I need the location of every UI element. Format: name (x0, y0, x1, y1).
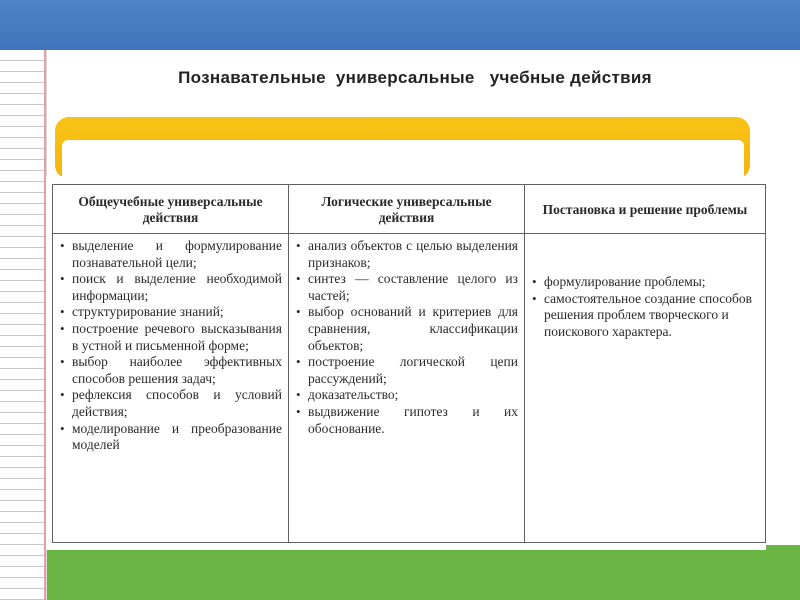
list-item: • формулирование проблемы; (531, 274, 759, 291)
list-item: • структурирование знаний; (59, 304, 282, 321)
actions-table (52, 184, 766, 543)
list-item: • самостоятельное создание способов решения проблем творческого и поискового характера. (531, 291, 759, 341)
list-item: • анализ объектов с целью выделения признаков; (295, 238, 518, 271)
table-body-row (53, 234, 766, 543)
top-banner (0, 0, 800, 50)
column-logical (289, 234, 525, 543)
table-header-row (53, 185, 766, 234)
list-item: • построение логической цепи рассуждений; (295, 354, 518, 387)
column-problem (525, 234, 766, 543)
list-item: • поиск и выделение необходимой информации; (59, 271, 282, 304)
list-item: • выбор наиболее эффективных способов решения задач; (59, 354, 282, 387)
column-general (53, 234, 289, 543)
list-item: • выдвижение гипотез и их обоснование. (295, 404, 518, 437)
list-item: • построение речевого высказывания в устной и письменной форме; (59, 321, 282, 354)
list-item: • выделение и формулирование познавательной цели; (59, 238, 282, 271)
header-problem: Постановка и решение проблемы (525, 185, 766, 234)
notepad-strip (0, 50, 47, 600)
list-item: • моделирование и преобразование моделей (59, 421, 282, 454)
header-general: Общеучебные универсальные действия (53, 185, 289, 234)
list-item: • доказательство; (295, 387, 518, 404)
list-item: • выбор оснований и критериев для сравнения, классификации объектов; (295, 304, 518, 354)
slide-title: Познавательные универсальные учебные действия (178, 68, 652, 87)
list-item: • рефлексия способов и условий действия; (59, 387, 282, 420)
list-item: • синтез — составление целого из частей; (295, 271, 518, 304)
header-logical: Логические универсальные действия (289, 185, 525, 234)
ribbon-inner-panel (62, 140, 744, 180)
